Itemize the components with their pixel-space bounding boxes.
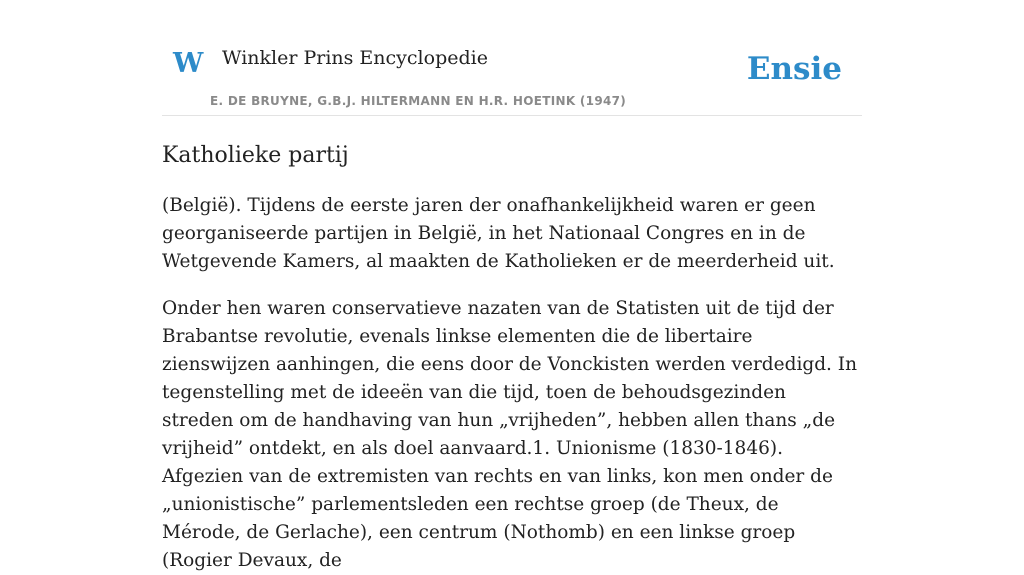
source-title[interactable]: Winkler Prins Encyclopedie (222, 47, 488, 69)
ensie-logo[interactable]: Ensie (746, 51, 842, 87)
source-header (162, 0, 862, 116)
article-card (162, 0, 862, 575)
winkler-prins-logo[interactable]: W (173, 48, 204, 79)
article-paragraph: (België). Tijdens de eerste jaren der onafhankelijkheid waren er geen georganiseerde partijen in België, in het Nationaal Congres en in de Wetgevende Kamers, al maakten de Katholieken er de meerderheid uit. (162, 195, 835, 272)
article-paragraph: Onder hen waren conservatieve nazaten van de Statisten uit de tijd der Brabantse revolutie, evenals linkse elementen die de libertaire zienswijzen aanhingen, die eens door de Vonckisten werden verdedigd. In tegenstelling met de ideeën van die tijd, toen de behoudsgezinden streden om de handhaving van hun „vrijheden”, hebben allen thans „de vrijheid” ontdekt, en als doel aanvaard.1. Unionisme (1830-1846). Afgezien van de extremisten van rechts en van links, kon men onder de „unionistische” parlementsleden een rechtse groep (de Theux, de Mérode, de Gerlache), een centrum (Nothomb) en een linkse groep (Rogier Devaux, de (162, 298, 858, 571)
source-authors: E. DE BRUYNE, G.B.J. HILTERMANN EN H.R. HOETINK (1947) (210, 94, 627, 108)
article-title: Katholieke partij (162, 143, 349, 168)
